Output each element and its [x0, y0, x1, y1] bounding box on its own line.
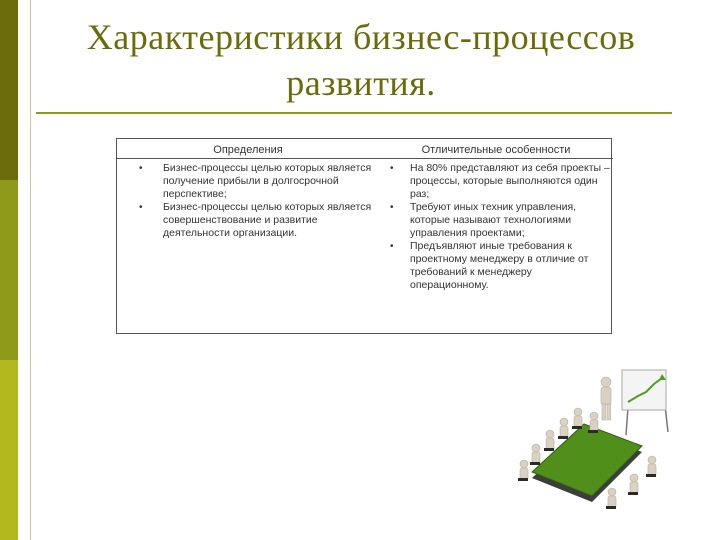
features-column: [379, 139, 613, 292]
left-stripe-bottom: [0, 360, 18, 540]
bullet-icon: •: [139, 202, 143, 213]
meeting-illustration: [512, 360, 682, 510]
definition-item: [117, 162, 379, 201]
definitions-header-rule: [117, 158, 379, 159]
definition-item: [117, 201, 379, 240]
chart-board-icon: [622, 370, 668, 435]
feature-text: Предъявляют иные требования к проектному менеджеру в отличие от требований к менеджеру операционному.: [410, 240, 589, 291]
feature-text: На 80% представляют из себя проекты – процессы, которые выполняются один раз;: [410, 162, 610, 200]
title-underline: [36, 112, 672, 114]
characteristics-table: [116, 138, 612, 334]
definitions-header: Определения: [213, 144, 283, 156]
bullet-icon: •: [390, 202, 394, 213]
definition-text: Бизнес-процессы целью которых является получение прибыли в долгосрочной перспективе;: [163, 162, 372, 200]
left-stripe-top: [0, 0, 18, 180]
feature-text: Требуют иных техник управления, которые называют технологиями управления проектами;: [410, 201, 577, 239]
definitions-list: [117, 162, 379, 240]
features-list: [379, 162, 613, 292]
feature-item: [379, 162, 613, 201]
left-stripe-middle: [0, 180, 18, 360]
left-stripe-line: [30, 0, 31, 540]
bullet-icon: •: [139, 163, 143, 174]
slide-title: Характеристики бизнес-процессов развития.: [86, 17, 636, 103]
feature-item: [379, 240, 613, 292]
presenter-figure: [601, 377, 611, 420]
bullet-icon: •: [390, 241, 394, 252]
definition-text: Бизнес-процессы целью которых является совершенствование и развитие деятельности организации.: [163, 201, 372, 239]
feature-item: [379, 201, 613, 240]
features-header-rule: [379, 158, 613, 159]
features-header: Отличительные особенности: [421, 144, 571, 156]
bullet-icon: •: [390, 163, 394, 174]
definitions-column: [117, 139, 379, 240]
